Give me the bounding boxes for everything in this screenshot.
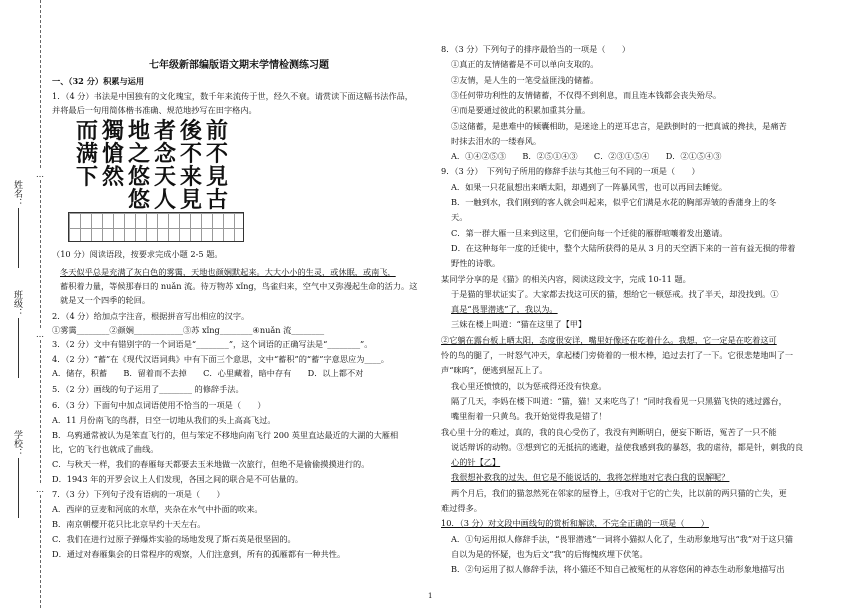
question-line: 就是又一个四季的轮回。 — [60, 295, 151, 305]
page-title: 七年级新部编版语文期末学情检测练习题 — [149, 60, 329, 71]
school-blank — [18, 458, 19, 518]
calligraphy-char: 見 — [180, 187, 203, 210]
question-line: 冬天似乎总是充满了灰白色的雾霭，天地也颜娴默起来。大大小小的生灵，或休眠，或南飞， — [60, 267, 396, 277]
question-line: 8．（3 分）下列句子的排序最恰当的一项是（ ） — [441, 44, 631, 54]
question-line: A．储存，积蓄 B．留着而不去掉 C．心里藏着，暗中存有 D．以上都不对 — [52, 368, 364, 378]
question-line: 于是猫的罪状证实了。大家都去找这可厌的猫，想给它一顿惩戒。找了半天，却没找到。① — [451, 288, 779, 299]
question-line: A．西岸的豆麦和河底的水草，夹杂在水气中扑面的吹来。 — [52, 504, 263, 514]
question-text: 1．（4 分）书法是中国独有的文化瑰宝，数千年来流传于世，经久不衰。请赏读下面这幅书法作品， — [52, 91, 413, 101]
question-line: B．乌鸦通常被认为是笨直飞行的，但与笨定不移地向南飞行 200 英里直达最近的大湖的大雁相 — [52, 430, 399, 440]
question-line: ③任何带功利性的友情储蓄，不仅得不到利息，而且连本钱都会丧失殆尽。 — [451, 89, 722, 100]
question-line: A．①④②⑤③ B．②⑤①④③ C．②③①⑤④ D．②①⑤④③ — [451, 151, 722, 162]
question-line: ①雾霭________②颜娴____________③苏 xǐng________④nuǎn 流________ — [52, 325, 325, 335]
name-label: 姓名： — [12, 180, 22, 207]
question-line: C．第一群大雁一旦来到这里，它们便向每一个迁徙的雁群喧嚷着发出邀请。 — [451, 227, 728, 238]
calligraphy-char: 前 — [206, 118, 229, 144]
question-line: ④而是要通过彼此的积累加重其分量。 — [451, 105, 591, 116]
question-line: 天。 — [451, 212, 468, 223]
calligraphy-char: 者 — [154, 118, 177, 144]
question-line: A．11 月份南飞的鸟群，日空一切地从我们的头上高高飞过。 — [52, 415, 276, 425]
question-line: 9．（3 分） 下列句子所用的修辞手法与其他三句不同的一项是（ ） — [441, 166, 700, 177]
question-line: B．南京朝樱开花只比北京早约十天左右。 — [52, 519, 206, 529]
question-line: 我很想补救我的过失，但它是不能说话的，我将怎样地对它表白我的误解呢？ — [451, 472, 730, 483]
question-line: 怜的鸟的腿了，一时怒气冲天，拿起楼门旁倚着的一根木棒，追过去打了一下。它很悲楚地叫了一 — [441, 350, 794, 360]
calligraphy-char: 人 — [154, 187, 177, 210]
question-line: 难过得多。 — [441, 503, 482, 513]
calligraphy-char: 地 — [128, 118, 151, 144]
question-line: 野性的诗歌。 — [451, 258, 501, 269]
question-line: C．我们在进行过原子弹爆炸实验的场地发现了斯石英是很坚固的。 — [52, 534, 296, 544]
question-line: 蓄积着力量，等候那春日的 nuǎn 流。待万物苏 xǐng，鸟雀归来，空气中又弥漫起生命的活力。这 — [60, 281, 418, 291]
question-line: 6．（3 分）下面句中加点词语使用不恰当的一项是（ ） — [52, 400, 266, 410]
question-line: A．如果一只花鼠想出来晒太阳，却遇到了一阵暴风雪，也可以再回去睡觉。 — [451, 181, 728, 192]
calligraphy-char: 不 — [180, 141, 203, 167]
class-label: 班级： — [12, 290, 22, 317]
cut-line — [40, 0, 41, 608]
question-line: 比，它的飞行也就成了曲线。 — [52, 444, 159, 454]
margin-dots: … — [36, 485, 44, 494]
calligraphy-char: 不 — [206, 141, 229, 167]
calligraphy-char: 满 — [76, 141, 99, 167]
question-line: 某同学分享的是《猫》的相关内容，阅读这段文字，完成 10-11 题。 — [441, 273, 691, 284]
calligraphy-char: 之 — [128, 141, 151, 167]
calligraphy-char: 見 — [206, 164, 229, 190]
calligraphy-char: 下 — [76, 164, 99, 190]
calligraphy-char: 而 — [76, 118, 99, 144]
question-line: 我心里十分的难过，真的，我的良心受伤了，我没有判断明白，便妄下断语，冤苦了一只不能 — [441, 426, 777, 437]
section-heading: 一、（32 分）积累与运用 — [52, 76, 145, 86]
question-line: ①真正的友情储蓄是不可以单向支取的。 — [451, 59, 599, 70]
question-line: B．一触到水，我们刚到的客人就会叫起来，似乎它们满是水花的胸部弄皱的香蒲身上的冬 — [451, 197, 777, 207]
question-line: 声“咪呜”，便逃到屋瓦上了。 — [441, 365, 548, 376]
question-line: C．与秋天一样，我们的春雁每天都要去玉米地做一次旅行，但绝不是偷偷摸摸进行的。 — [52, 459, 370, 469]
question-line: 两个月后，我们的猫忽然死在邻家的屋脊上，④我对于它的亡失，比以前的两只猫的亡失，更 — [451, 487, 787, 498]
margin-dots: … — [36, 170, 44, 179]
question-line: 2．（4 分）给加点字注音，根据拼音写出相应的汉字。 — [52, 311, 250, 321]
calligraphy-char: 悠 — [128, 187, 151, 210]
question-line: 7．（3 分）下列句子没有语病的一项是（ ） — [52, 489, 225, 499]
question-line: 4．（2 分）“蓄”在《现代汉语词典》中有下面三个意思，文中“蓄积”的“蓄”字意思应为____。 — [52, 354, 389, 364]
question-line: D．在这种每年一度的迁徙中，整个大陆所获得的是从 3 月的天空洒下来的一首有益无损的带着 — [451, 242, 796, 253]
question-line: ⑤这储蓄，是患难中的倾囊相助，是迷途上的逆耳忠言，是跌倒时的一把真诚的搀扶，是痛苦 — [451, 120, 787, 131]
question-line: 自以为是的怀疑，也为后文“我”的后悔愧疚埋下伏笔。 — [451, 548, 648, 559]
question-line: 3．（2 分）文中有错别字的一个词语是“________”，这个词语的正确写法是“________”。 — [52, 339, 373, 349]
calligraphy-char: 愴 — [102, 141, 125, 167]
question-line: 时抹去泪水的一缕春风。 — [451, 135, 542, 146]
question-text: 并将最后一句用简体楷书准确、规范地抄写在田字格内。 — [52, 105, 257, 115]
question-line: A．①句运用拟人修辞手法，“畏罪潜逃”一词将小猫拟人化了，生动形象地写出“我”对于这只猫 — [451, 533, 793, 544]
question-line: 心的针【乙】 — [451, 457, 501, 468]
calligraphy-char: 念 — [154, 141, 177, 167]
question-line: 三妹在楼上叫道：“猫在这里了【甲】 — [451, 319, 587, 330]
question-line: D．1943 年的开罗会议上人们发现，各国之间的联合是不可估量的。 — [52, 474, 304, 484]
question-line: （10 分）阅读语段，按要求完成小题 2-5 题。 — [52, 249, 223, 259]
calligraphy-image — [72, 118, 230, 210]
calligraphy-char: 後 — [180, 118, 203, 144]
name-blank — [18, 208, 19, 268]
question-line: 说话辩诉的动物。③想到它的无抵抗的逃避，益使我感到我的暴怒，我的虐待，都是针，刺我的良 — [451, 441, 804, 452]
question-line: 隔了几天，李妈在楼下叫道：“猫，猫！又来吃鸟了！”同时我看见一只黑猫飞快的逃过露台， — [451, 395, 787, 406]
question-line: 我心里还愤愤的，以为惩戒得还没有快意。 — [451, 380, 607, 391]
class-blank — [18, 318, 19, 378]
question-line: 10．（3 分）对文段中画线句的赏析和解读，不完全正确的一项是（ ） — [441, 518, 709, 529]
calligraphy-char: 天 — [154, 164, 177, 190]
school-label: 学校： — [12, 430, 22, 457]
question-line: 5．（2 分）画线的句子运用了________ 的修辞手法。 — [52, 384, 244, 394]
calligraphy-char: 獨 — [102, 118, 125, 144]
calligraphy-char: 古 — [206, 187, 229, 210]
page-number: 1 — [428, 592, 433, 600]
calligraphy-char: 然 — [102, 164, 125, 190]
calligraphy-char: 悠 — [128, 164, 151, 190]
calligraphy-char: 来 — [180, 164, 203, 190]
question-line: B．②句运用了拟人修辞手法，将小猫还不知自己被冤枉的从容悠闲的神态生动形象地描写出 — [451, 564, 785, 575]
question-line: ②友情，是人生的一笔受益匪浅的储蓄。 — [451, 74, 599, 85]
question-line: 嘴里衔着一只黄鸟。我开始觉得我是错了！ — [451, 411, 607, 422]
question-line: ②它躺在露台板上晒太阳，态度很安详，嘴里好像还在吃着什么。我想，它一定是在吃着这可 — [441, 334, 777, 345]
margin-dots: … — [36, 330, 44, 339]
tianzige-grid[interactable] — [68, 212, 244, 242]
question-line: 真是“畏罪潜逃”了，我以为。 — [451, 304, 558, 315]
question-line: D．通过对春雁集会的日常程序的观察，人们注意到，所有的孤雁都有一种共性。 — [52, 549, 346, 559]
binding-margin — [0, 0, 46, 608]
